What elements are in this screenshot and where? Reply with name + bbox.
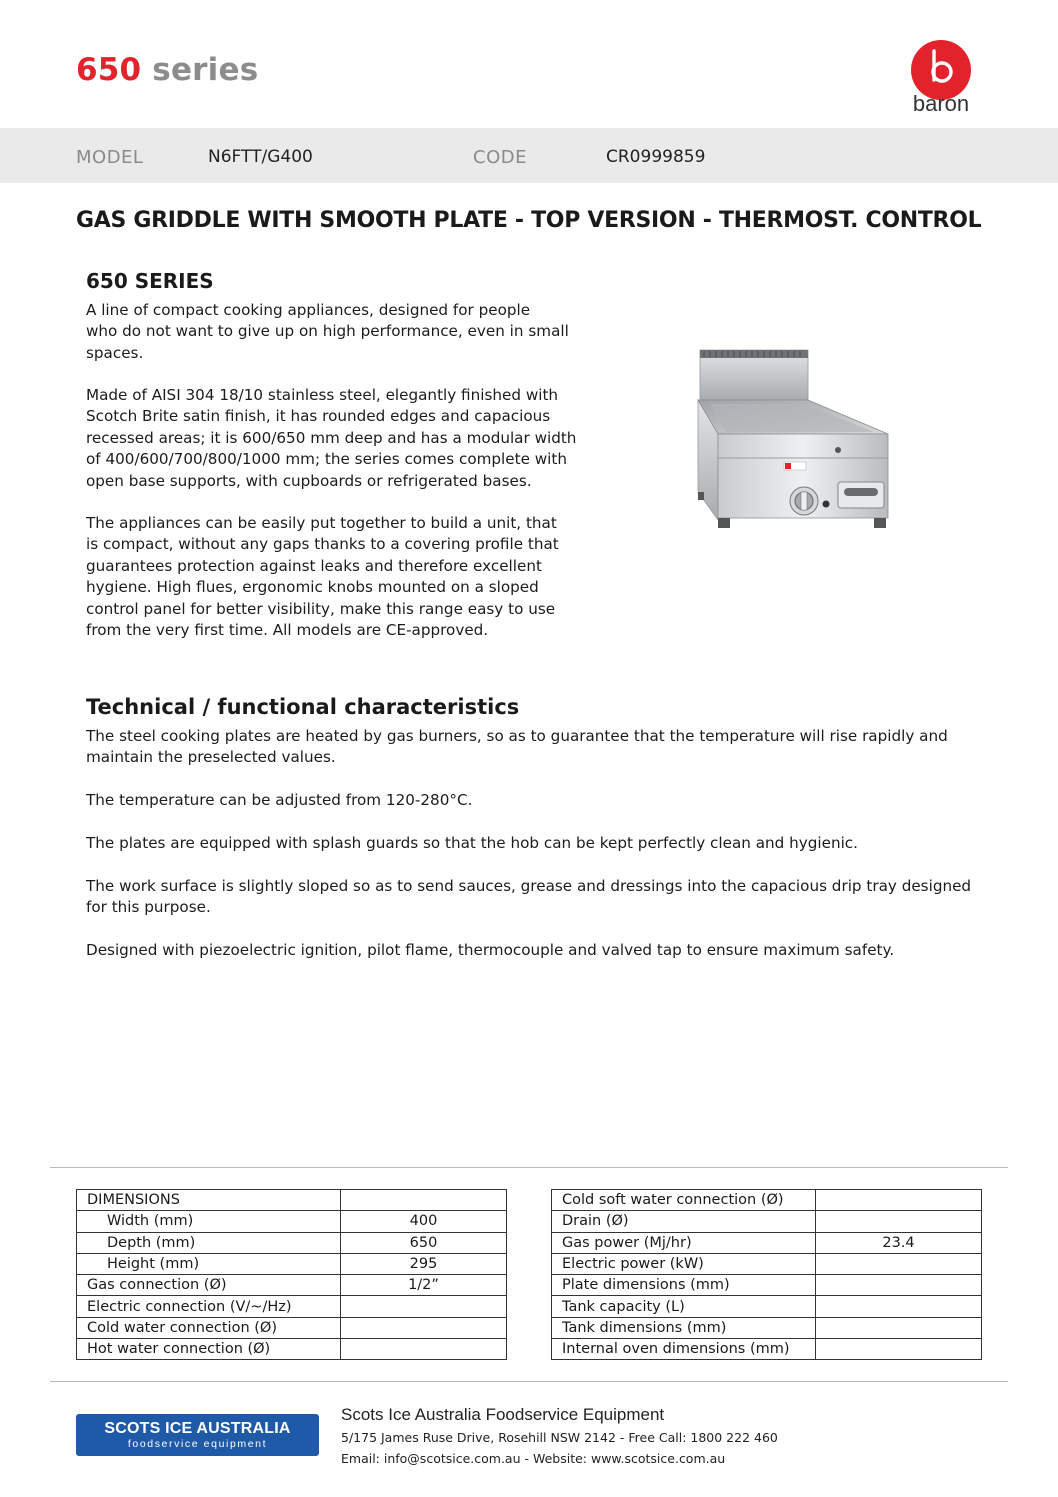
product-title: GAS GRIDDLE WITH SMOOTH PLATE - TOP VERSION - THERMOST. CONTROL: [76, 208, 982, 233]
footer-address: 5/175 James Ruse Drive, Rosehill NSW 2142 - Free Call: 1800 222 460: [341, 1430, 778, 1445]
text-line: guarantees protection against leaks and therefore excellent: [86, 556, 542, 575]
text-line: recessed areas; it is 600/650 mm deep and has a modular width: [86, 428, 577, 447]
table-row: [77, 1339, 507, 1360]
spec-value: [816, 1296, 982, 1317]
spec-label: Cold water connection (Ø): [77, 1317, 341, 1338]
model-label: MODEL: [76, 147, 144, 168]
technical-paragraph-4: [86, 876, 971, 919]
text-line: Scotch Brite satin finish, it has rounded edges and capacious: [86, 407, 551, 426]
table-row: [552, 1232, 982, 1253]
technical-paragraph-1: [86, 726, 948, 769]
text-line: from the very first time. All models are CE-approved.: [86, 621, 489, 640]
baron-logo: [908, 40, 974, 114]
spec-value: [816, 1211, 982, 1232]
spec-value: 1/2”: [341, 1275, 507, 1296]
text-line: of 400/600/700/800/1000 mm; the series comes complete with: [86, 450, 567, 469]
text-line: Made of AISI 304 18/10 stainless steel, elegantly finished with: [86, 386, 559, 404]
spec-label: DIMENSIONS: [77, 1190, 341, 1211]
code-value: CR0999859: [606, 147, 706, 167]
divider: [50, 1381, 1008, 1382]
table-row: [552, 1253, 982, 1274]
technical-paragraph-5: Designed with piezoelectric ignition, pilot flame, thermocouple and valved tap to ensure maximum safety.: [86, 941, 895, 959]
spec-label: Tank capacity (L): [552, 1296, 816, 1317]
footer-contact: Email: info@scotsice.com.au - Website: www.scotsice.com.au: [341, 1451, 726, 1466]
text-line: A line of compact cooking appliances, designed for people: [86, 301, 531, 319]
text-line: open base supports, with cupboards or refrigerated bases.: [86, 471, 532, 490]
table-row: [77, 1317, 507, 1338]
spec-label: Gas connection (Ø): [77, 1275, 341, 1296]
intro-heading: 650 SERIES: [86, 269, 214, 293]
table-row: [552, 1339, 982, 1360]
spec-label: Cold soft water connection (Ø): [552, 1190, 816, 1211]
spec-label: Internal oven dimensions (mm): [552, 1339, 816, 1360]
spec-value: 400: [341, 1211, 507, 1232]
spec-value: 650: [341, 1232, 507, 1253]
table-row: [77, 1211, 507, 1232]
text-line: spaces.: [86, 343, 144, 362]
spec-value: [816, 1253, 982, 1274]
technical-heading: Technical / functional characteristics: [86, 695, 520, 719]
spec-value: [816, 1190, 982, 1211]
spec-label: Height (mm): [77, 1253, 341, 1274]
spec-label: Width (mm): [77, 1211, 341, 1232]
spec-value: [341, 1317, 507, 1338]
technical-paragraph-2: The temperature can be adjusted from 120-280°C.: [86, 791, 473, 809]
spec-label: Drain (Ø): [552, 1211, 816, 1232]
text-line: who do not want to give up on high performance, even in small: [86, 322, 569, 341]
spec-value: 23.4: [816, 1232, 982, 1253]
baron-logo-text: baron: [912, 91, 970, 116]
table-row: [552, 1190, 982, 1211]
spec-value: 295: [341, 1253, 507, 1274]
spec-label: Electric connection (V/~/Hz): [77, 1296, 341, 1317]
text-line: The appliances can be easily put together to build a unit, that: [86, 514, 557, 532]
spec-table-right: [551, 1189, 982, 1360]
text-line: control panel for better visibility, make this range easy to use: [86, 599, 556, 618]
spec-table-left: [76, 1189, 507, 1360]
spec-label: Hot water connection (Ø): [77, 1339, 341, 1360]
spec-label: Plate dimensions (mm): [552, 1275, 816, 1296]
text-line: The steel cooking plates are heated by gas burners, so as to guarantee that the temperature will rise rapidly and: [86, 727, 948, 745]
table-row: [552, 1296, 982, 1317]
scots-ice-logo: [76, 1414, 319, 1456]
table-row: [77, 1232, 507, 1253]
spec-value: [341, 1190, 507, 1211]
product-image: [688, 342, 894, 538]
logo-line-2: foodservice equipment: [127, 1438, 268, 1450]
spec-value: [341, 1296, 507, 1317]
logo-line-1: SCOTS ICE AUSTRALIA: [104, 1420, 291, 1437]
text-line: is compact, without any gaps thanks to a covering profile that: [86, 535, 559, 554]
text-line: The work surface is slightly sloped so as to send sauces, grease and dressings into the capacious drip tray designed: [86, 877, 972, 895]
code-label: CODE: [473, 147, 527, 168]
table-row: [77, 1275, 507, 1296]
table-row: [552, 1211, 982, 1232]
spec-label: Depth (mm): [77, 1232, 341, 1253]
footer-company: Scots Ice Australia Foodservice Equipment: [341, 1405, 665, 1424]
spec-label: Tank dimensions (mm): [552, 1317, 816, 1338]
series-word: series: [141, 52, 259, 88]
text-line: for this purpose.: [86, 898, 211, 917]
series-title: [76, 52, 258, 88]
divider: [50, 1167, 1008, 1168]
table-row: [552, 1317, 982, 1338]
table-row: [77, 1190, 507, 1211]
series-number: 650: [76, 52, 142, 88]
table-row: [77, 1253, 507, 1274]
table-row: [552, 1275, 982, 1296]
spec-value: [816, 1339, 982, 1360]
spec-value: [341, 1339, 507, 1360]
text-line: hygiene. High flues, ergonomic knobs mounted on a sloped: [86, 578, 539, 597]
table-row: [77, 1296, 507, 1317]
spec-value: [816, 1317, 982, 1338]
spec-label: Gas power (Mj/hr): [552, 1232, 816, 1253]
intro-paragraph-2: [86, 385, 576, 492]
intro-paragraph-1: [86, 300, 569, 364]
model-bar: [0, 128, 1058, 183]
model-value: N6FTT/G400: [208, 147, 313, 167]
technical-paragraph-3: The plates are equipped with splash guards so that the hob can be kept perfectly clean and hygienic.: [86, 834, 858, 852]
spec-value: [816, 1275, 982, 1296]
intro-paragraph-3: [86, 513, 559, 641]
text-line: maintain the preselected values.: [86, 748, 336, 767]
spec-label: Electric power (kW): [552, 1253, 816, 1274]
